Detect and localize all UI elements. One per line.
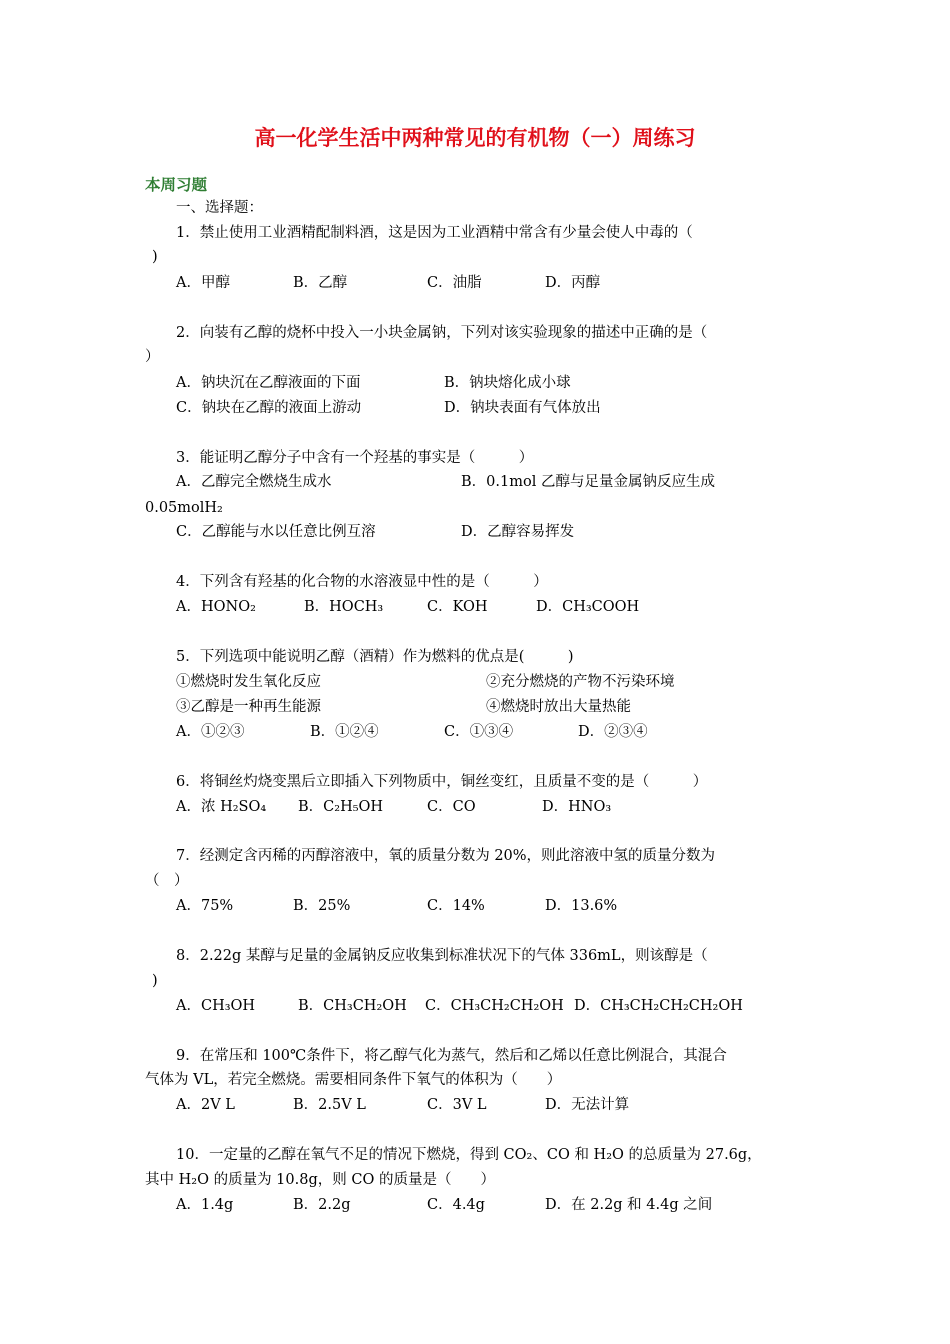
section-heading: 本周习题 xyxy=(145,175,208,194)
question-5-statement-3: ③乙醇是一种再生能源 xyxy=(176,699,321,715)
question-5-statement-1: ①燃烧时发生氧化反应 xyxy=(176,674,321,690)
question-7-stem-cont: （ ） xyxy=(145,873,189,889)
question-8-option-c: C．CH₃CH₂CH₂OH xyxy=(425,998,564,1014)
question-5-statement-4: ④燃烧时放出大量热能 xyxy=(486,699,631,715)
question-9-stem-cont: 气体为 VL，若完全燃烧。需要相同条件下氧气的体积为（ ） xyxy=(145,1072,562,1088)
question-3-option-c: C．乙醇能与水以任意比例互溶 xyxy=(176,524,376,540)
question-2-option-a: A．钠块沉在乙醇液面的下面 xyxy=(176,375,361,391)
question-10-stem: 10．一定量的乙醇在氧气不足的情况下燃烧，得到 CO₂、CO 和 H₂O 的总质量为 27.6g， xyxy=(176,1147,762,1163)
question-1-option-c: C．油脂 xyxy=(427,275,482,291)
question-7-option-a: A．75% xyxy=(176,898,234,914)
question-8-stem-cont: ) xyxy=(152,973,158,989)
question-3-option-b: B．0.1mol 乙醇与足量金属钠反应生成 xyxy=(461,474,715,490)
question-8-option-d: D．CH₃CH₂CH₂CH₂OH xyxy=(574,998,743,1014)
question-6-option-c: C．CO xyxy=(427,799,476,815)
question-9-option-a: A．2V L xyxy=(176,1097,235,1113)
question-6-stem: 6．将铜丝灼烧变黑后立即插入下列物质中，铜丝变红，且质量不变的是（ ） xyxy=(176,774,708,790)
question-7-option-b: B．25% xyxy=(293,898,351,914)
question-1-option-d: D．丙醇 xyxy=(545,275,601,291)
question-3-stem: 3．能证明乙醇分子中含有一个羟基的事实是（ ） xyxy=(176,450,534,466)
question-9-option-c: C．3V L xyxy=(427,1097,487,1113)
question-4-option-a: A．HONO₂ xyxy=(176,599,256,615)
question-10-stem-cont: 其中 H₂O 的质量为 10.8g，则 CO 的质量是（ ） xyxy=(145,1172,495,1188)
question-5-statement-2: ②充分燃烧的产物不污染环境 xyxy=(486,674,675,690)
question-2-option-d: D．钠块表面有气体放出 xyxy=(444,400,601,416)
question-9-stem: 9．在常压和 100℃条件下，将乙醇气化为蒸气，然后和乙烯以任意比例混合，其混合 xyxy=(176,1048,727,1064)
question-4-option-b: B．HOCH₃ xyxy=(304,599,384,615)
document-title: 高一化学生活中两种常见的有机物（一）周练习 xyxy=(254,125,696,150)
question-2-option-c: C．钠块在乙醇的液面上游动 xyxy=(176,400,362,416)
question-2-option-b: B．钠块熔化成小球 xyxy=(444,375,571,391)
question-8-stem: 8．2.22g 某醇与足量的金属钠反应收集到标准状况下的气体 336mL，则该醇是（ xyxy=(176,948,708,964)
question-10-option-d: D．在 2.2g 和 4.4g 之间 xyxy=(545,1197,713,1213)
question-4-stem: 4．下列含有羟基的化合物的水溶液显中性的是（ ） xyxy=(176,574,548,590)
question-2-stem-cont: ） xyxy=(145,349,160,365)
question-8-option-b: B．CH₃CH₂OH xyxy=(298,998,407,1014)
question-7-option-c: C．14% xyxy=(427,898,485,914)
question-1-option-b: B．乙醇 xyxy=(293,275,348,291)
question-5-stem: 5．下列选项中能说明乙醇（酒精）作为燃料的优点是( ) xyxy=(176,649,574,665)
question-7-option-d: D．13.6% xyxy=(545,898,618,914)
question-1-stem: 1．禁止使用工业酒精配制料酒，这是因为工业酒精中常含有少量会使人中毒的（ xyxy=(176,225,693,241)
question-9-option-b: B．2.5V L xyxy=(293,1097,366,1113)
question-5-option-c: C．①③④ xyxy=(444,724,514,740)
question-6-option-b: B．C₂H₅OH xyxy=(298,799,384,815)
question-10-option-b: B．2.2g xyxy=(293,1197,351,1213)
question-1-option-a: A．甲醇 xyxy=(176,275,230,291)
question-10-option-c: C．4.4g xyxy=(427,1197,485,1213)
question-5-option-d: D．②③④ xyxy=(578,724,648,740)
question-5-option-a: A．①②③ xyxy=(176,724,245,740)
question-2-stem: 2．向装有乙醇的烧杯中投入一小块金属钠，下列对该实验现象的描述中正确的是（ xyxy=(176,325,708,341)
question-4-option-c: C．KOH xyxy=(427,599,488,615)
question-5-option-b: B．①②④ xyxy=(310,724,379,740)
question-8-option-a: A．CH₃OH xyxy=(176,998,256,1014)
question-9-option-d: D．无法计算 xyxy=(545,1097,630,1113)
question-1-stem-cont: ) xyxy=(152,249,158,265)
question-3-option-b-cont: 0.05molH₂ xyxy=(145,500,223,516)
question-4-option-d: D．CH₃COOH xyxy=(536,599,640,615)
question-3-option-a: A．乙醇完全燃烧生成水 xyxy=(176,474,332,490)
question-10-option-a: A．1.4g xyxy=(176,1197,234,1213)
question-6-option-d: D．HNO₃ xyxy=(542,799,612,815)
question-6-option-a: A．浓 H₂SO₄ xyxy=(176,799,267,815)
question-3-option-d: D．乙醇容易挥发 xyxy=(461,524,575,540)
part-heading: 一、选择题： xyxy=(176,200,263,216)
question-7-stem: 7．经测定含丙稀的丙醇溶液中，氧的质量分数为 20%，则此溶液中氢的质量分数为 xyxy=(176,848,716,864)
